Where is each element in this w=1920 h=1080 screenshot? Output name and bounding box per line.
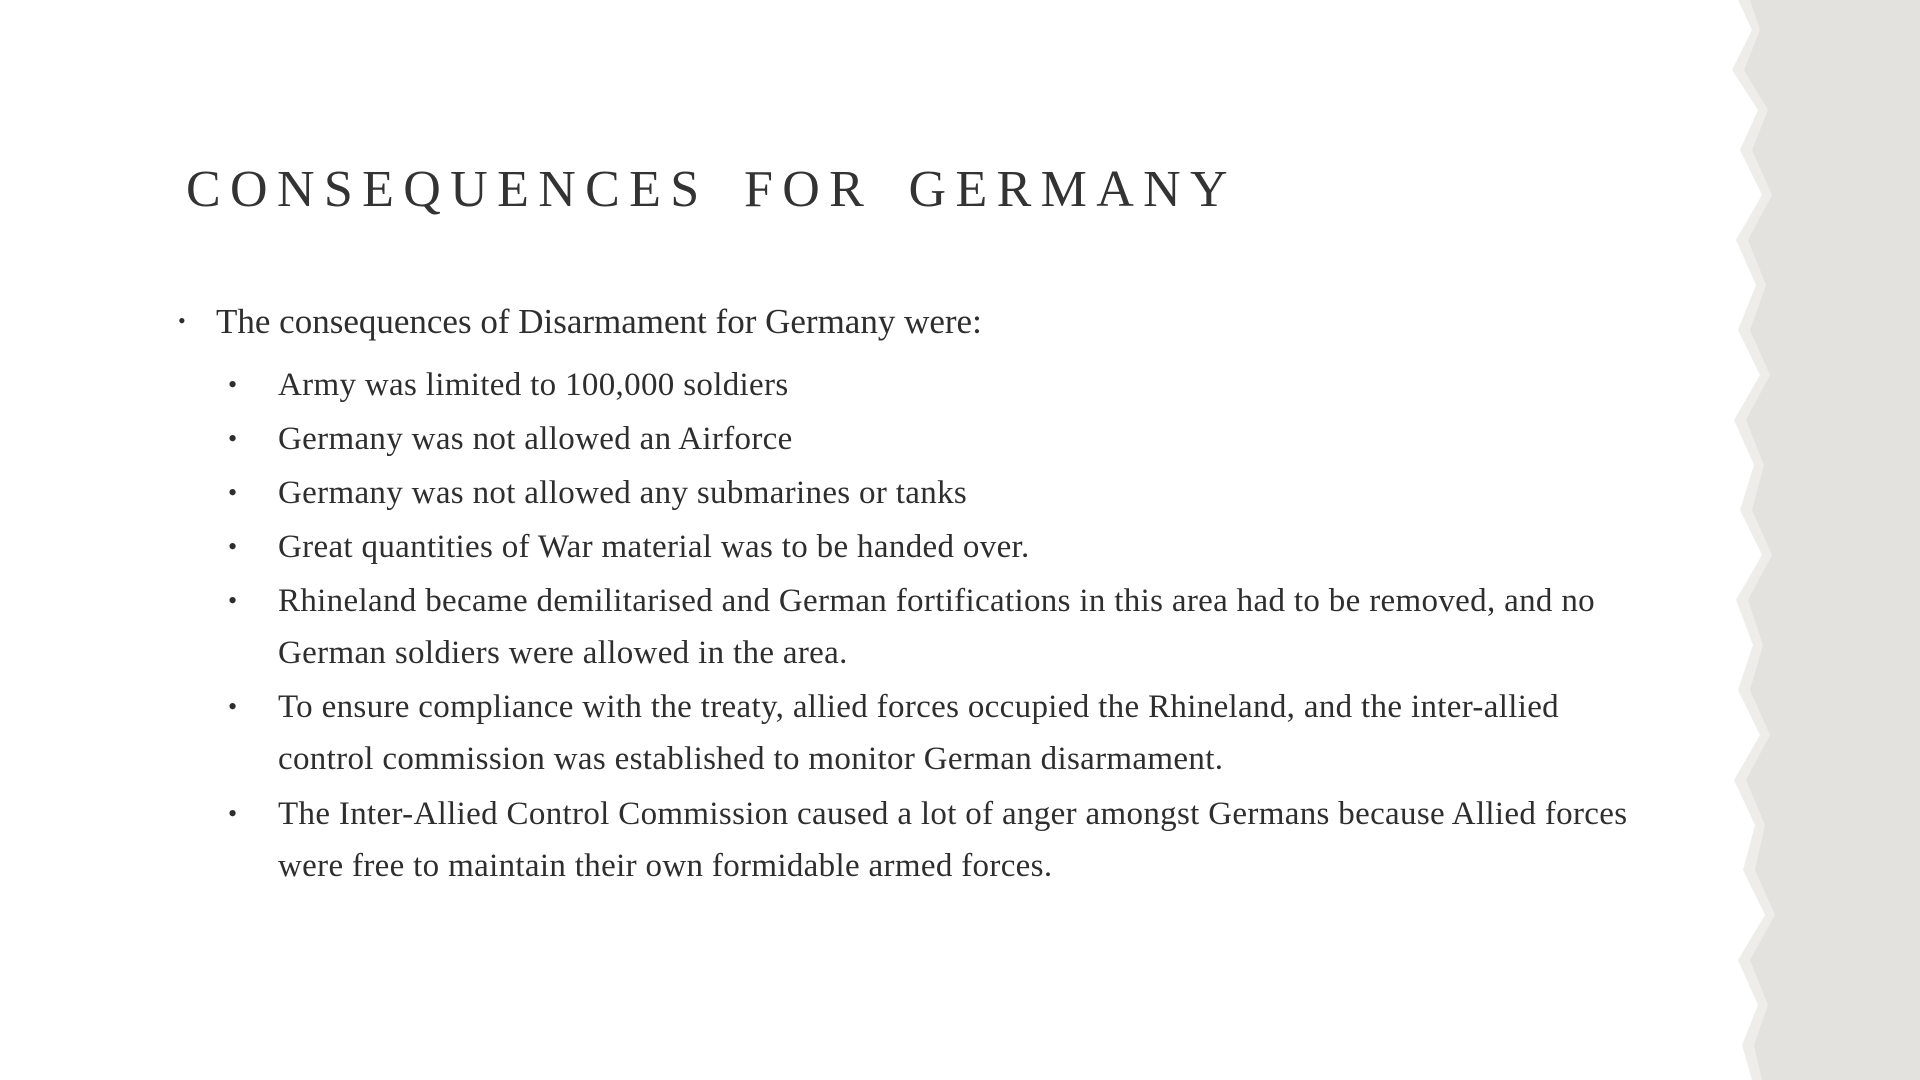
torn-paper-edge: [1660, 0, 1920, 1080]
list-item-text: The Inter-Allied Control Commission caused a lot of anger amongst Germans because Allied forces were free to maintain their own formidable armed forces.: [278, 795, 1628, 884]
bullet-icon: •: [178, 308, 186, 333]
list-item-text: Germany was not allowed any submarines or tanks: [278, 474, 968, 511]
slide-title: CONSEQUENCES FOR GERMANY: [186, 161, 1237, 218]
list-item: [178, 575, 1638, 679]
list-item-text: Army was limited to 100,000 soldiers: [278, 366, 789, 403]
bullet-icon: •: [228, 477, 238, 507]
bullet-icon: •: [228, 586, 238, 615]
list-item: [178, 681, 1638, 785]
list-item-text: Great quantities of War material was to be handed over.: [278, 528, 1030, 565]
list-item-text: Germany was not allowed an Airforce: [278, 420, 793, 457]
list-item: [178, 788, 1638, 892]
torn-paper-shape: [1744, 0, 1920, 1080]
list-item-text: To ensure compliance with the treaty, allied forces occupied the Rhineland, and the inter-allied control commission was established to monitor German disarmament.: [278, 689, 1560, 778]
list-item: [178, 359, 1638, 411]
bullet-icon: •: [228, 369, 238, 399]
bullet-list: [178, 359, 1698, 892]
intro-text: The consequences of Disarmament for Germany were:: [216, 302, 982, 341]
bullet-icon: •: [228, 798, 238, 828]
bullet-icon: •: [228, 531, 238, 561]
torn-fiber-shape: [1732, 0, 1920, 1080]
slide-body: [178, 296, 1698, 894]
list-item: [178, 413, 1638, 465]
list-item: [178, 467, 1638, 519]
bullet-icon: •: [228, 423, 238, 453]
bullet-icon: •: [228, 692, 238, 722]
list-item-text: Rhineland became demilitarised and German fortifications in this area had to be removed, and no German soldiers were allowed in the area.: [278, 583, 1595, 672]
list-item-intro: [178, 296, 1698, 349]
list-item: [178, 521, 1638, 573]
